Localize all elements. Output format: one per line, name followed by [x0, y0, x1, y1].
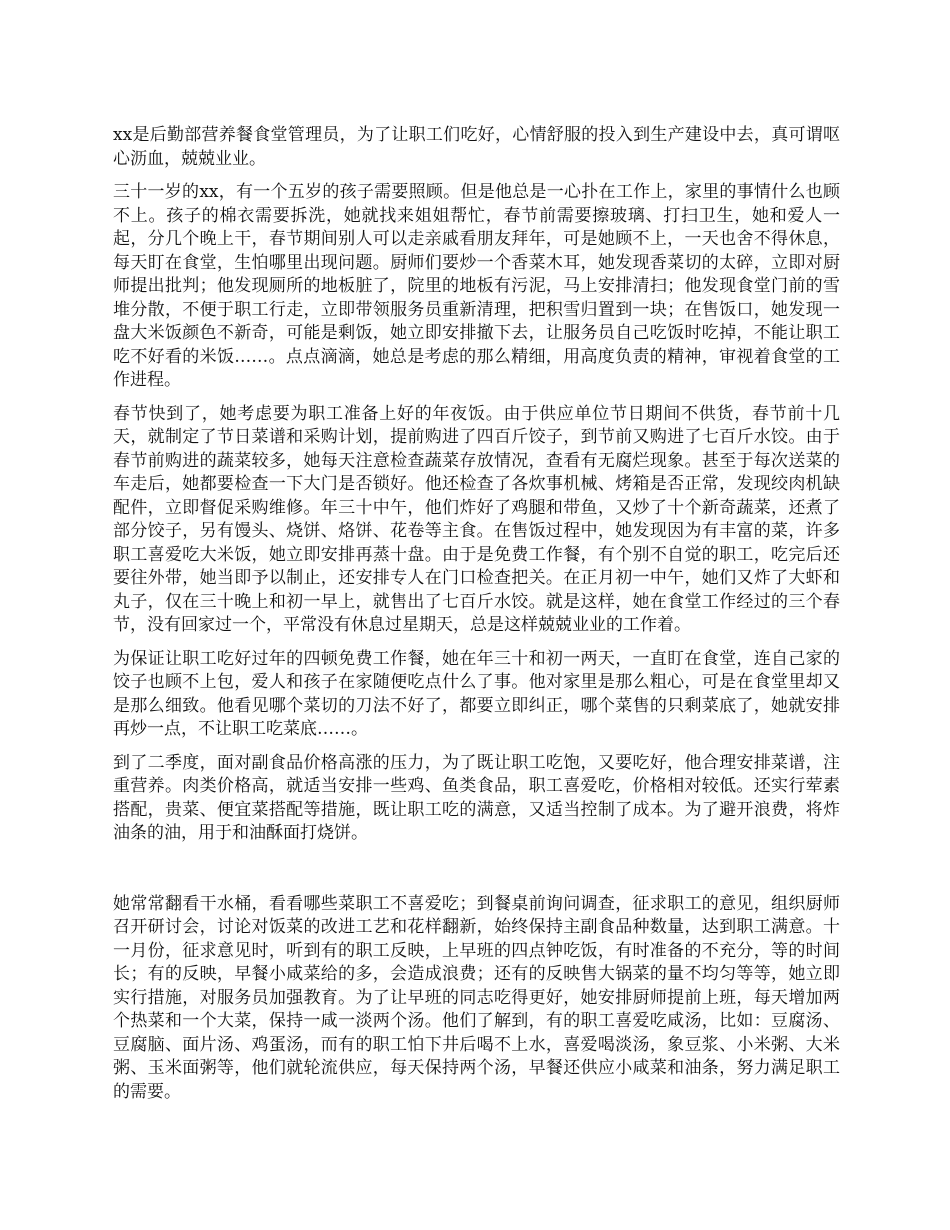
paragraph-3: 春节快到了，她考虑要为职工准备上好的年夜饭。由于供应单位节日期间不供货，春节前十几天，就制定了节日菜谱和采购计划，提前购进了四百斤饺子，到节前又购进了七百斤水饺。由于春节前购进的蔬菜较多，她每天注意检查蔬菜存放情况，查看有无腐烂现象。甚至于每次送菜的车走后，她都要检查一下大门是否锁好。他还检查了各炊事机械、烤箱是否正常，发现绞肉机缺配件，立即督促采购维修。年三十中午，他们炸好了鸡腿和带鱼，又炒了十个新奇蔬菜，还煮了部分饺子，另有馒头、烧饼、烙饼、花卷等主食。在售饭过程中，她发现因为有丰富的菜，许多职工喜爱吃大米饭，她立即安排再蒸十盘。由于是免费工作餐，有个别不自觉的职工，吃完后还要往外带，她当即予以制止，还安排专人在门口检查把关。在正月初一中午，她们又炸了大虾和丸子，仅在三十晚上和初一早上，就售出了七百斤水饺。就是这样，她在食堂工作经过的三个春节，没有回家过一个，平常没有休息过星期天，总是这样兢兢业业的工作着。 — [113, 403, 840, 635]
paragraph-6: 她常常翻看干水桶，看看哪些菜职工不喜爱吃；到餐桌前询问调查，征求职工的意见，组织厨师召开研讨会，讨论对饭菜的改进工艺和花样翻新，始终保持主副食品种数量，达到职工满意。十一月份，征求意见时，听到有的职工反映，上早班的四点钟吃饭，有时准备的不充分，等的时间长；有的反映，早餐小咸菜给的多，会造成浪费；还有的反映售大锅菜的量不均匀等等，她立即实行措施，对服务员加强教育。为了让早班的同志吃得更好，她安排厨师提前上班，每天增加两个热菜和一个大菜，保持一咸一淡两个汤。他们了解到，有的职工喜爱吃咸汤，比如：豆腐汤、豆腐脑、面片汤、鸡蛋汤，而有的职工怕下井后喝不上水，喜爱喝淡汤，象豆浆、小米粥、大米粥、玉米面粥等，他们就轮流供应，每天保持两个汤，早餐还供应小咸菜和油条，努力满足职工的需要。 — [113, 893, 840, 1102]
paragraph-1: xx是后勤部营养餐食堂管理员，为了让职工们吃好，心情舒服的投入到生产建设中去，真可谓呕心沥血，兢兢业业。 — [113, 125, 840, 169]
paragraph-2: 三十一岁的xx，有一个五岁的孩子需要照顾。但是他总是一心扑在工作上，家里的事情什么也顾不上。孩子的棉衣需要拆洗，她就找来姐姐帮忙，春节前需要擦玻璃、打扫卫生，她和爱人一起，分几个晚上干，春节期间别人可以走亲戚看朋友拜年，可是她顾不上，一天也舍不得休息，每天盯在食堂，生怕哪里出现问题。厨师们要炒一个香菜木耳，她发现香菜切的太碎，立即对厨师提出批判；他发现厕所的地板脏了，院里的地板有污泥，马上安排清扫；他发现食堂门前的雪堆分散，不便于职工行走，立即带领服务员重新清理，把积雪归置到一块；在售饭口，她发现一盘大米饭颜色不新奇，可能是剩饭，她立即安排撤下去，让服务员自己吃饭时吃掉，不能让职工吃不好看的米饭……。点点滴滴，她总是考虑的那么精细，用高度负责的精神，审视着食堂的工作进程。 — [113, 182, 840, 390]
paragraph-5: 到了二季度，面对副食品价格高涨的压力，为了既让职工吃饱，又要吃好，他合理安排菜谱，注重营养。肉类价格高，就适当安排一些鸡、鱼类食品，职工喜爱吃，价格相对较低。还实行荤素搭配，贵菜、便宜菜搭配等措施，既让职工吃的满意，又适当控制了成本。为了避开浪费，将炸油条的油，用于和油酥面打烧饼。 — [113, 752, 840, 843]
paragraph-4: 为保证让职工吃好过年的四顿免费工作餐，她在年三十和初一两天，一直盯在食堂，连自己家的饺子也顾不上包，爱人和孩子在家随便吃点什么了事。他对家里是那么粗心，可是在食堂里却又是那么细致。他看见哪个菜切的刀法不好了，都要立即纠正，哪个菜售的只剩菜底了，她就安排再炒一点，不让职工吃菜底……。 — [113, 648, 840, 739]
document-body — [113, 124, 840, 1114]
